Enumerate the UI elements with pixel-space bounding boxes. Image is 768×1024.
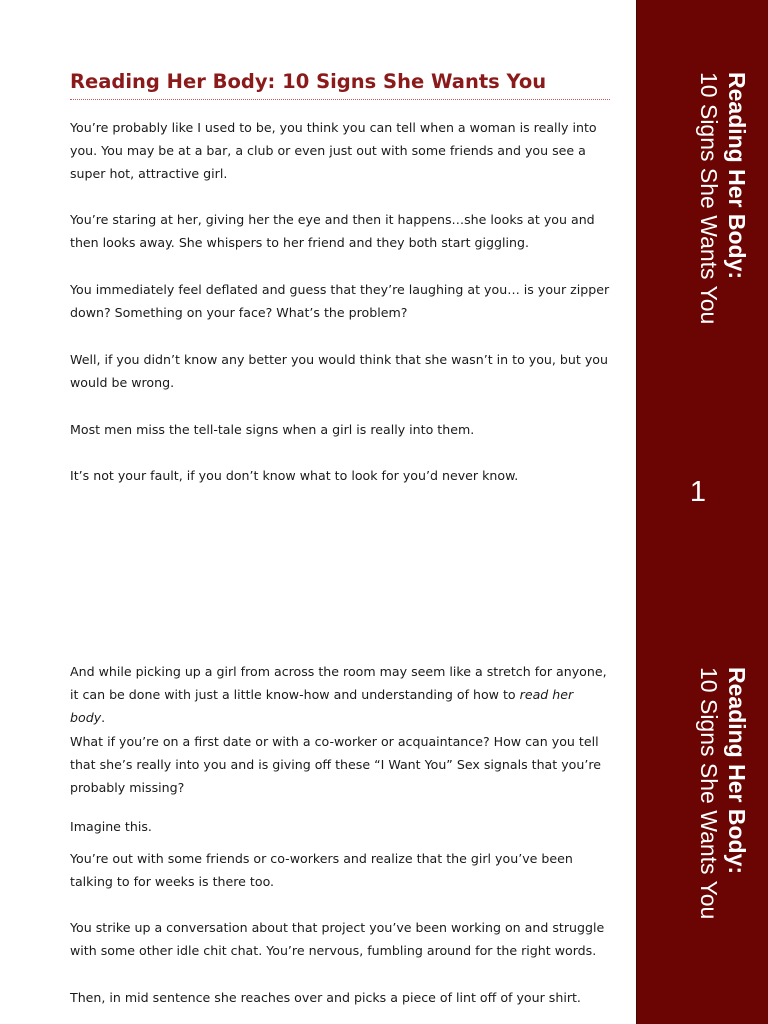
- sidebar-title-line1: Reading Her Body:: [724, 667, 750, 875]
- sidebar-vertical-title: [695, 72, 751, 324]
- page-number: 1: [689, 476, 707, 508]
- paragraph: Then, in mid sentence she reaches over and picks a piece of lint off of your shirt.: [70, 990, 581, 1005]
- sidebar-title-line2: 10 Signs She Wants You: [696, 72, 722, 325]
- paragraph: You’re out with some friends or co-workers and realize that the girl you’ve been talking to for weeks is there too.: [70, 851, 573, 889]
- paragraph: Well, if you didn’t know any better you would think that she wasn’t in to you, but you would be wrong.: [70, 352, 608, 390]
- paragraph: It’s not your fault, if you don’t know what to look for you’d never know.: [70, 468, 519, 483]
- document-title: Reading Her Body: 10 Signs She Wants You: [70, 70, 610, 100]
- paragraph: You immediately feel deflated and guess that they’re laughing at you… is your zipper down? Something on your face? What’s the problem?: [70, 282, 610, 320]
- paragraph: Most men miss the tell-tale signs when a girl is really into them.: [70, 422, 475, 437]
- emphasis-read-her-body: read her body: [70, 687, 574, 725]
- paragraph: You’re staring at her, giving her the eye and then it happens…she looks at you and then looks away. She whispers to her friend and they both start giggling.: [70, 212, 595, 250]
- sidebar-title-line2: 10 Signs She Wants You: [696, 667, 722, 920]
- page-2: [0, 512, 768, 1024]
- sidebar-band: [636, 512, 768, 1024]
- sidebar-vertical-title: [695, 667, 751, 919]
- paragraph: Imagine this.: [70, 819, 152, 834]
- paragraph: What if you’re on a first date or with a co-worker or acquaintance? How can you tell that she’s really into you and is giving off these “I Want You” Sex signals that you’re probably missing?: [70, 734, 602, 795]
- paragraph: You’re probably like I used to be, you think you can tell when a woman is really into you. You may be at a bar, a club or even just out with some friends and you see a super hot, attractive girl.: [70, 120, 597, 181]
- paragraph: [70, 660, 610, 729]
- paragraph-end: .: [101, 710, 106, 725]
- sidebar-band: [636, 0, 768, 512]
- paragraph: You strike up a conversation about that project you’ve been working on and struggle with some other idle chit chat. You’re nervous, fumbling around for the right words.: [70, 920, 605, 958]
- sidebar-title-line1: Reading Her Body:: [724, 72, 750, 280]
- paragraph-text: And while picking up a girl from across the room may seem like a stretch for anyone, it can be done with just a little know-how and understanding of how to: [70, 664, 607, 702]
